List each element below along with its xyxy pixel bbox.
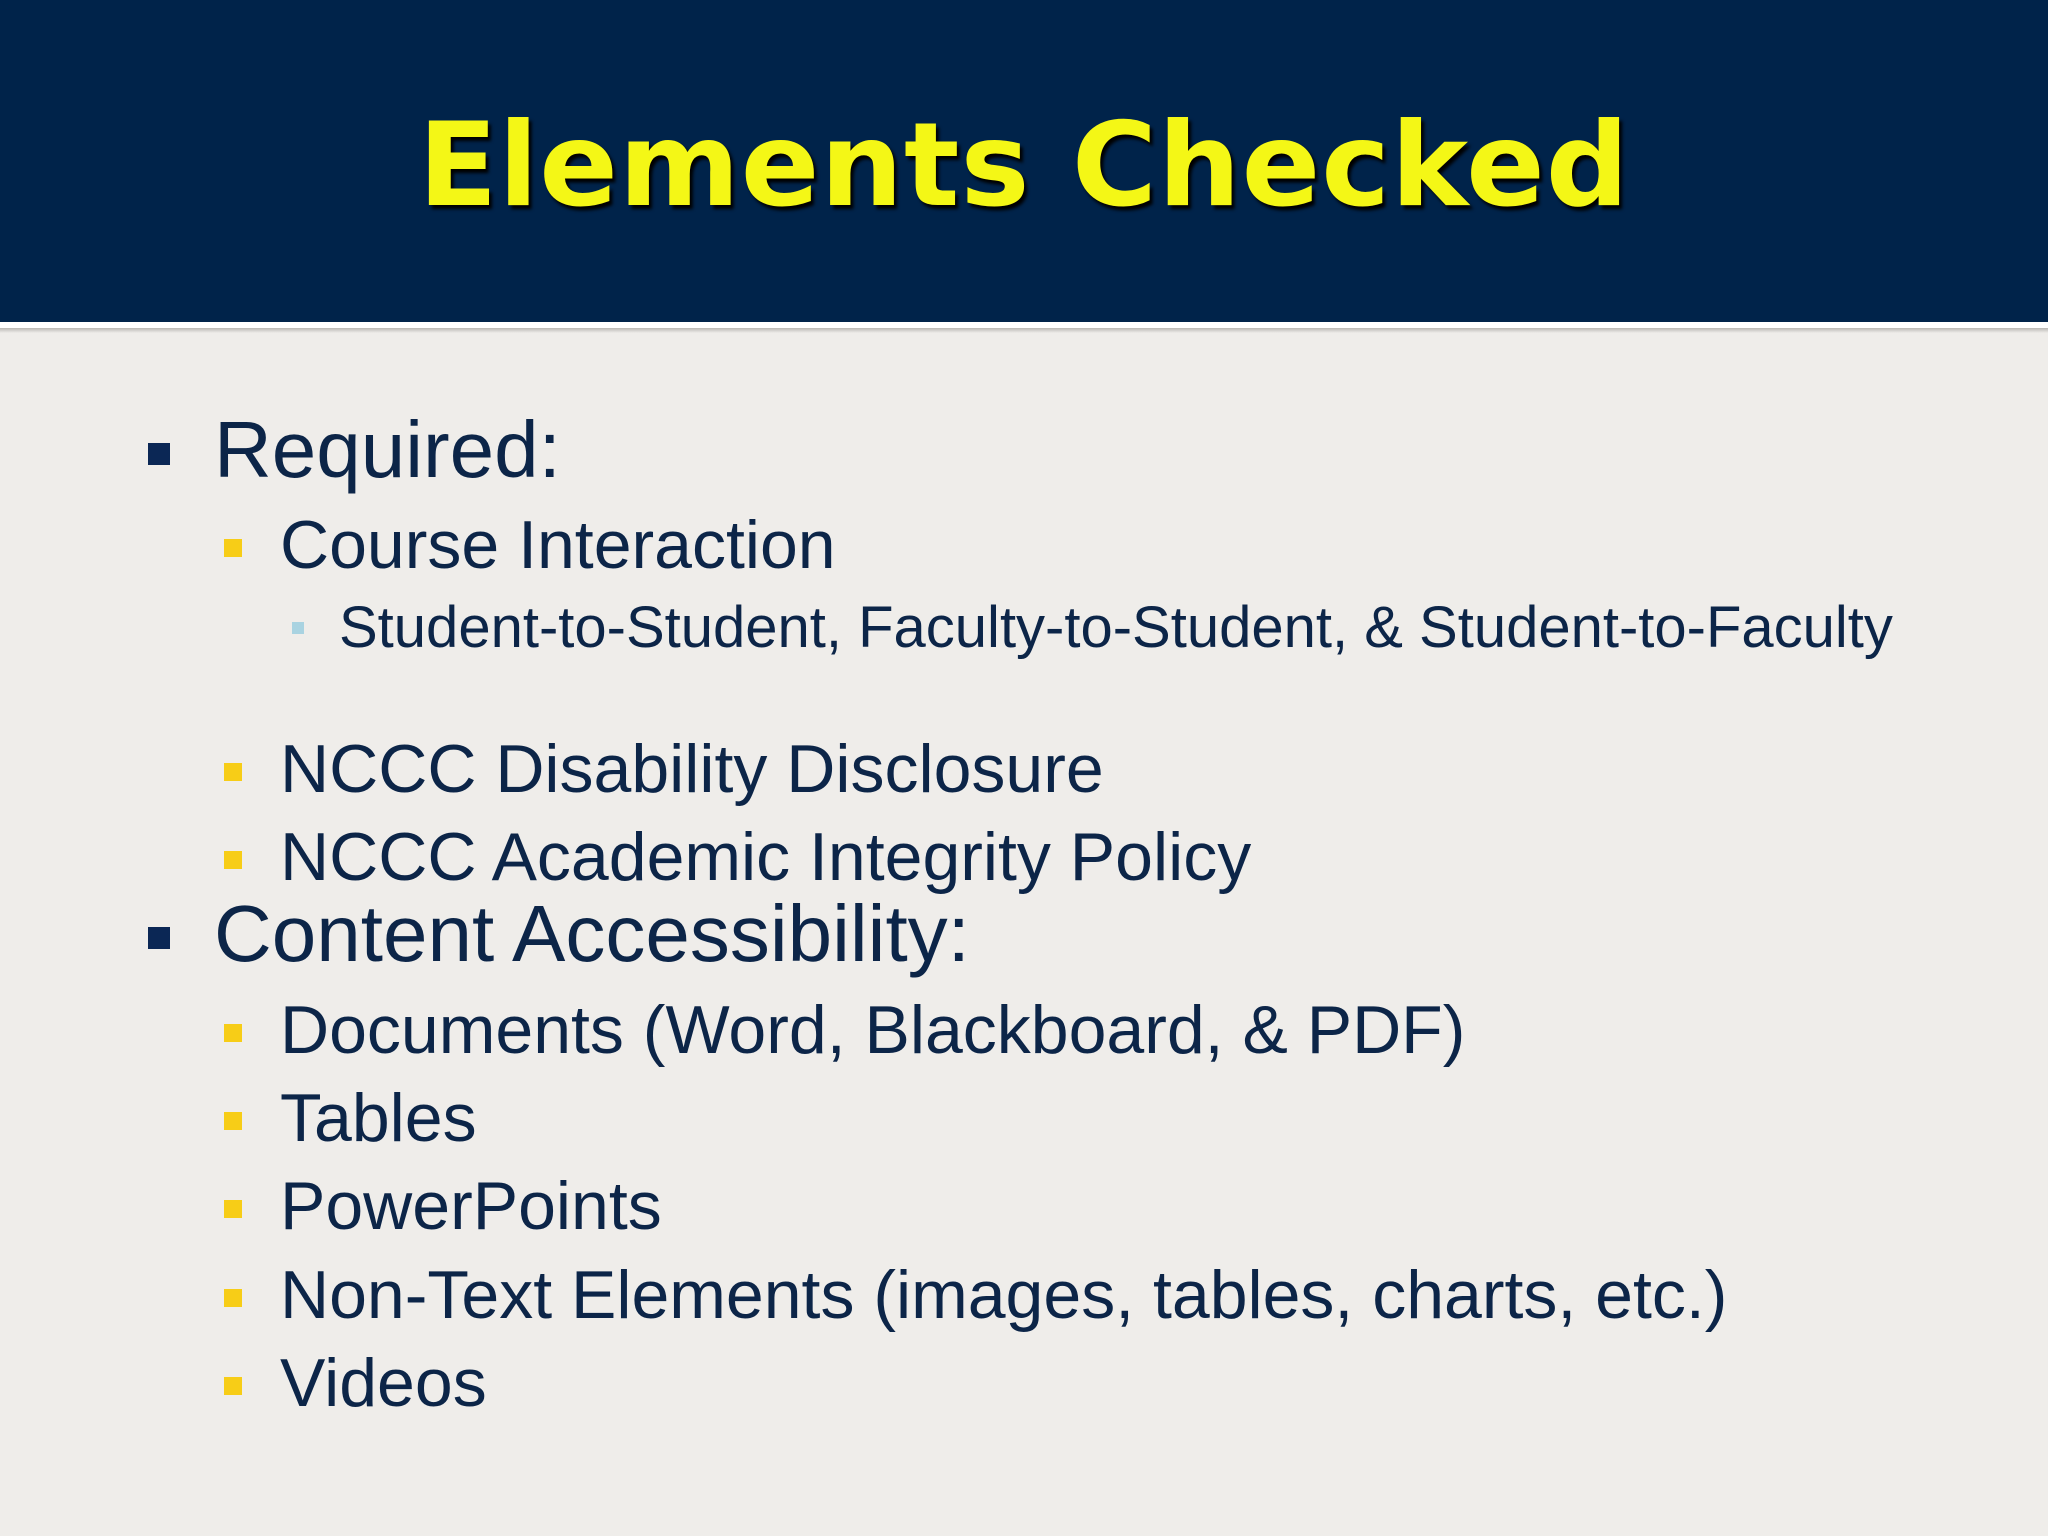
slide-title: Elements Checked <box>418 98 1630 233</box>
level1-bullet-icon <box>148 927 170 949</box>
list-item: Documents (Word, Blackboard, & PDF) <box>280 992 1466 1068</box>
title-divider-shadow <box>0 328 2048 333</box>
list-item: NCCC Disability Disclosure <box>280 731 1104 807</box>
level2-bullet-icon <box>224 763 242 781</box>
level3-bullet-icon <box>292 622 304 634</box>
list-item: NCCC Academic Integrity Policy <box>280 819 1252 895</box>
level1-bullet-icon <box>148 443 170 465</box>
level2-bullet-icon <box>224 1024 242 1042</box>
level2-bullet-icon <box>224 539 242 557</box>
list-item: PowerPoints <box>280 1168 662 1244</box>
section-heading-content-accessibility: Content Accessibility: <box>214 889 970 978</box>
level2-bullet-icon <box>224 1200 242 1218</box>
level2-bullet-icon <box>224 851 242 869</box>
section-heading-required: Required: <box>214 405 561 494</box>
level2-bullet-icon <box>224 1377 242 1395</box>
level2-bullet-icon <box>224 1289 242 1307</box>
sub-list-item: Student-to-Student, Faculty-to-Student, & Student-to-Faculty <box>339 595 1893 660</box>
list-item: Course Interaction <box>280 507 836 583</box>
list-item: Tables <box>280 1080 477 1156</box>
list-item: Non-Text Elements (images, tables, charts, etc.) <box>280 1257 1728 1333</box>
list-item: Videos <box>280 1345 487 1421</box>
level2-bullet-icon <box>224 1112 242 1130</box>
